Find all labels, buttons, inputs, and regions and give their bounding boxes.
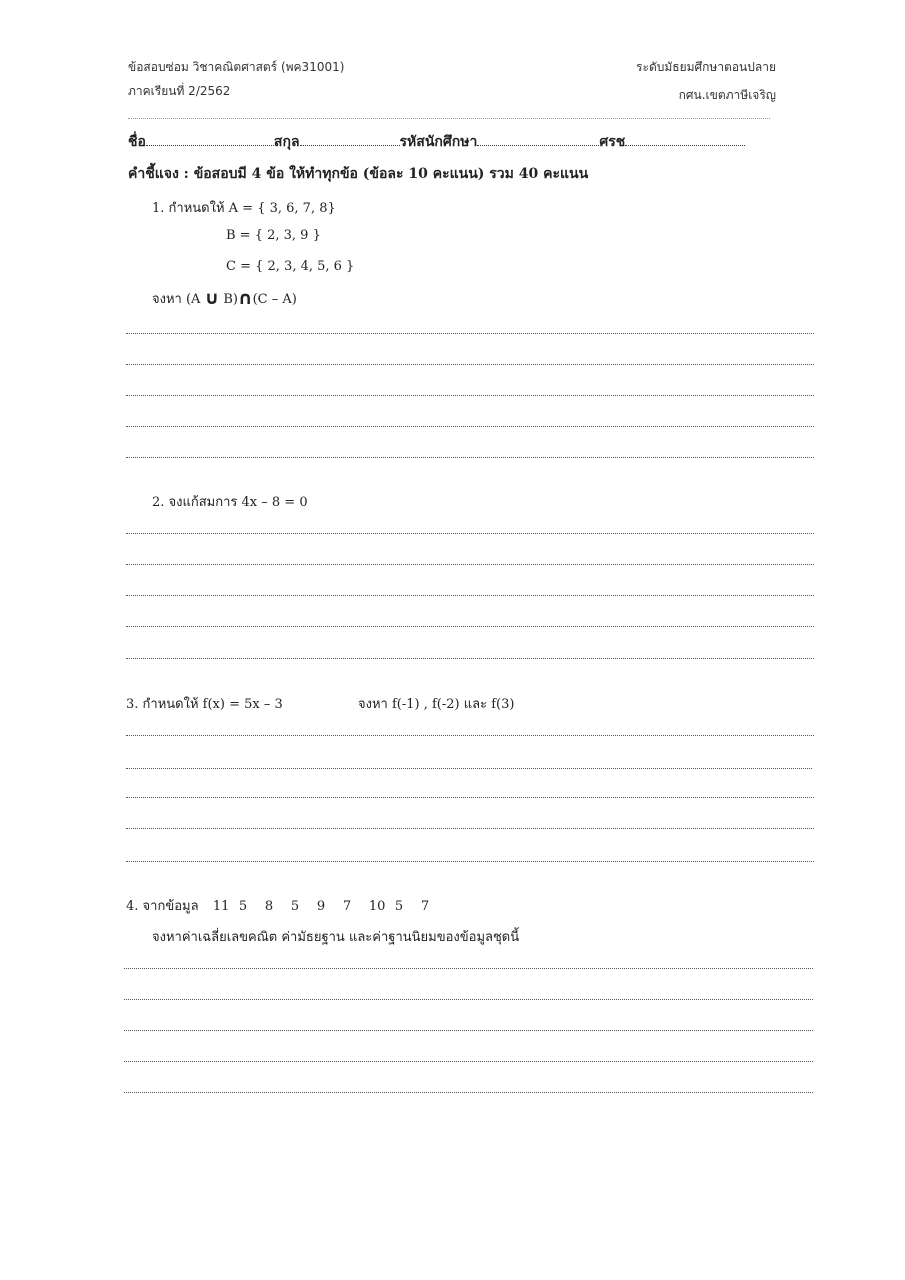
q2-answer-line[interactable] <box>126 658 814 659</box>
q4-data-value: 10 <box>368 899 386 914</box>
q1-answer-line[interactable] <box>126 426 814 427</box>
q2-answer-line[interactable] <box>126 595 814 596</box>
q2-answer-line[interactable] <box>126 564 814 565</box>
q3-answer-line[interactable] <box>126 861 814 862</box>
exam-office: กศน.เขตภาษีเจริญ <box>678 88 776 102</box>
name-field[interactable] <box>146 133 274 146</box>
q4-data-value: 9 <box>316 899 326 914</box>
surname-label: สกุล <box>273 134 300 150</box>
q1-find-label: จงหา <box>152 292 182 307</box>
exam-level: ระดับมัธยมศึกษาตอนปลาย <box>636 60 776 74</box>
q4-data-value: 7 <box>342 899 352 914</box>
q4-prompt: 4. จากข้อมูล <box>126 899 199 914</box>
intersect-symbol: ∩ <box>237 288 253 309</box>
union-symbol: ∪ <box>204 288 220 309</box>
q4-data-value: 8 <box>264 899 274 914</box>
q1-expr-c: (C – A) <box>252 292 297 307</box>
header-divider <box>128 118 770 119</box>
surname-field[interactable] <box>300 133 400 146</box>
q1-answer-line[interactable] <box>126 364 814 365</box>
q4-answer-line[interactable] <box>124 999 813 1000</box>
instruction: คำชี้แจง : ข้อสอบมี 4 ข้อ ให้ทำทุกข้อ (ข้อละ 10 คะแนน) รวม 40 คะแนน <box>128 166 589 182</box>
q1-answer-line[interactable] <box>126 395 814 396</box>
q4-data-value: 7 <box>420 899 430 914</box>
name-label: ชื่อ <box>128 134 146 150</box>
q2-prompt: 2. จงแก้สมการ 4x – 8 = 0 <box>152 495 308 510</box>
q1-expr-a: (A <box>185 292 201 307</box>
student-id-field[interactable] <box>477 133 599 146</box>
student-info-row <box>128 131 745 153</box>
q1-set-c: C = { 2, 3, 4, 5, 6 } <box>226 259 355 274</box>
q1-answer-line[interactable] <box>126 457 814 458</box>
q3-prompt: 3. กำหนดให้ f(x) = 5x – 3 <box>126 697 283 712</box>
q4-answer-line[interactable] <box>124 1061 813 1062</box>
q4-answer-line[interactable] <box>124 968 813 969</box>
center-label: ศรช <box>599 134 626 150</box>
student-id-label: รหัสนักศึกษา <box>399 134 478 150</box>
q3-answer-line[interactable] <box>126 735 814 736</box>
q3-answer-line[interactable] <box>126 768 812 769</box>
q4-data-value: 5 <box>394 899 404 914</box>
q1-prompt: 1. กำหนดให้ A = { 3, 6, 7, 8} <box>152 201 336 216</box>
q3-answer-line[interactable] <box>126 797 814 798</box>
q3-answer-line[interactable] <box>126 828 814 829</box>
q1-answer-line[interactable] <box>126 333 814 334</box>
q2-answer-line[interactable] <box>126 626 814 627</box>
q4-task: จงหาค่าเฉลี่ยเลขคณิต ค่ามัธยฐาน และค่าฐานนิยมของข้อมูลชุดนี้ <box>152 930 520 945</box>
q3-task: จงหา f(-1) , f(-2) และ f(3) <box>358 697 515 712</box>
q4-row <box>126 895 447 916</box>
q4-answer-line[interactable] <box>124 1030 813 1031</box>
q2-answer-line[interactable] <box>126 533 814 534</box>
q4-data-value: 11 <box>212 899 230 914</box>
q1-expr-b: B) <box>223 292 238 307</box>
exam-term: ภาคเรียนที่ 2/2562 <box>128 84 231 98</box>
q4-data-value: 5 <box>238 899 248 914</box>
exam-subject: ข้อสอบซ่อม วิชาคณิตศาสตร์ (พค31001) <box>128 60 345 74</box>
q4-data-value: 5 <box>290 899 300 914</box>
q1-find <box>152 288 297 309</box>
q4-answer-line[interactable] <box>124 1092 813 1093</box>
q1-set-b: B = { 2, 3, 9 } <box>226 228 321 243</box>
center-field[interactable] <box>625 133 745 146</box>
